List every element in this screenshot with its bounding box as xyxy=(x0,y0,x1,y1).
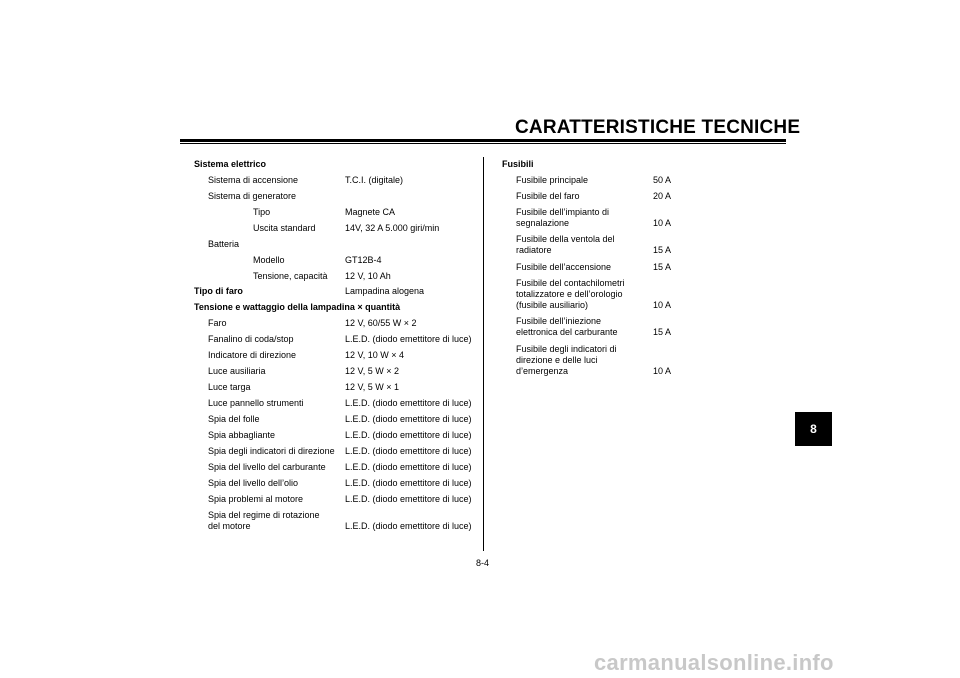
spec-value: 12 V, 10 Ah xyxy=(345,271,391,281)
bulb-label: Spia abbagliante xyxy=(208,430,276,440)
bulb-value: 12 V, 10 W × 4 xyxy=(345,350,404,360)
section-heading-tipo-faro: Tipo di faro xyxy=(194,286,243,296)
spec-label: Modello xyxy=(253,255,285,265)
spec-label: Sistema di accensione xyxy=(208,175,299,185)
fuse-value: 15 A xyxy=(653,327,672,337)
bulb-value: L.E.D. (diodo emettitore di luce) xyxy=(345,521,472,531)
fuse-value: 20 A xyxy=(653,191,672,201)
bulb-label: Spia del regime di rotazione xyxy=(208,510,320,520)
bulb-value: L.E.D. (diodo emettitore di luce) xyxy=(345,446,472,456)
bulb-value: L.E.D. (diodo emettitore di luce) xyxy=(345,398,472,408)
bulb-label: Spia del folle xyxy=(208,414,260,424)
fuse-label: d’emergenza xyxy=(516,366,569,376)
bulb-label: Luce ausiliaria xyxy=(208,366,266,376)
fuse-label: Fusibile dell’impianto di xyxy=(516,207,610,217)
title-rule xyxy=(180,139,786,142)
spec-value: 14V, 32 A 5.000 giri/min xyxy=(345,223,440,233)
bulb-value: 12 V, 60/55 W × 2 xyxy=(345,318,417,328)
fuse-label: Fusibile del faro xyxy=(516,191,580,201)
spec-label: Batteria xyxy=(208,239,240,249)
bulb-label: Spia degli indicatori di direzione xyxy=(208,446,335,456)
fuse-label: Fusibile dell’accensione xyxy=(516,262,612,272)
chapter-tab-label: 8 xyxy=(810,422,817,436)
spec-value: GT12B-4 xyxy=(345,255,382,265)
bulb-label: Indicatore di direzione xyxy=(208,350,297,360)
bulb-label: Spia del livello del carburante xyxy=(208,462,326,472)
fuse-value: 15 A xyxy=(653,262,672,272)
section-heading-fusibili: Fusibili xyxy=(502,159,534,169)
fuse-value: 10 A xyxy=(653,300,672,310)
page-number: 8-4 xyxy=(476,558,490,568)
spec-value: Lampadina alogena xyxy=(345,286,425,296)
fuse-label: direzione e delle luci xyxy=(516,355,598,365)
bulb-label: Luce targa xyxy=(208,382,251,392)
section-heading-tensione-wattaggio: Tensione e wattaggio della lampadina × quantità xyxy=(194,302,401,312)
bulb-value: L.E.D. (diodo emettitore di luce) xyxy=(345,334,472,344)
section-heading-sistema-elettrico: Sistema elettrico xyxy=(194,159,267,169)
column-divider xyxy=(483,157,484,551)
spec-label: Sistema di generatore xyxy=(208,191,297,201)
spec-label: Tipo xyxy=(253,207,271,217)
spec-value: T.C.I. (digitale) xyxy=(345,175,404,185)
fuse-label: Fusibile della ventola del xyxy=(516,234,615,244)
bulb-label: Luce pannello strumenti xyxy=(208,398,304,408)
bulb-label: Fanalino di coda/stop xyxy=(208,334,294,344)
fuse-label: Fusibile dell’iniezione xyxy=(516,316,602,326)
bulb-value: L.E.D. (diodo emettitore di luce) xyxy=(345,414,472,424)
watermark: carmanualsonline.info xyxy=(594,650,834,675)
bulb-value: 12 V, 5 W × 1 xyxy=(345,382,399,392)
bulb-value: 12 V, 5 W × 2 xyxy=(345,366,399,376)
bulb-value: L.E.D. (diodo emettitore di luce) xyxy=(345,462,472,472)
spec-label: Tensione, capacità xyxy=(253,271,328,281)
spec-label: Uscita standard xyxy=(253,223,316,233)
bulb-value: L.E.D. (diodo emettitore di luce) xyxy=(345,430,472,440)
title-rule-thin xyxy=(180,143,786,144)
fuse-label: Fusibile degli indicatori di xyxy=(516,344,617,354)
spec-value: Magnete CA xyxy=(345,207,396,217)
fuse-label: totalizzatore e dell’orologio xyxy=(516,289,623,299)
fuse-label: segnalazione xyxy=(516,218,570,228)
fuse-value: 50 A xyxy=(653,175,672,185)
fuse-label: radiatore xyxy=(516,245,552,255)
bulb-label: del motore xyxy=(208,521,251,531)
fuse-value: 10 A xyxy=(653,366,672,376)
fuse-label: elettronica del carburante xyxy=(516,327,618,337)
bulb-label: Spia problemi al motore xyxy=(208,494,304,504)
fuse-label: Fusibile del contachilometri xyxy=(516,278,625,288)
page-title: CARATTERISTICHE TECNICHE xyxy=(515,117,801,138)
fuse-value: 10 A xyxy=(653,218,672,228)
bulb-value: L.E.D. (diodo emettitore di luce) xyxy=(345,494,472,504)
fuse-value: 15 A xyxy=(653,245,672,255)
fuse-label: Fusibile principale xyxy=(516,175,589,185)
bulb-label: Faro xyxy=(208,318,227,328)
fuse-label: (fusibile ausiliario) xyxy=(516,300,589,310)
chapter-tab xyxy=(795,412,832,446)
bulb-label: Spia del livello dell’olio xyxy=(208,478,299,488)
bulb-value: L.E.D. (diodo emettitore di luce) xyxy=(345,478,472,488)
